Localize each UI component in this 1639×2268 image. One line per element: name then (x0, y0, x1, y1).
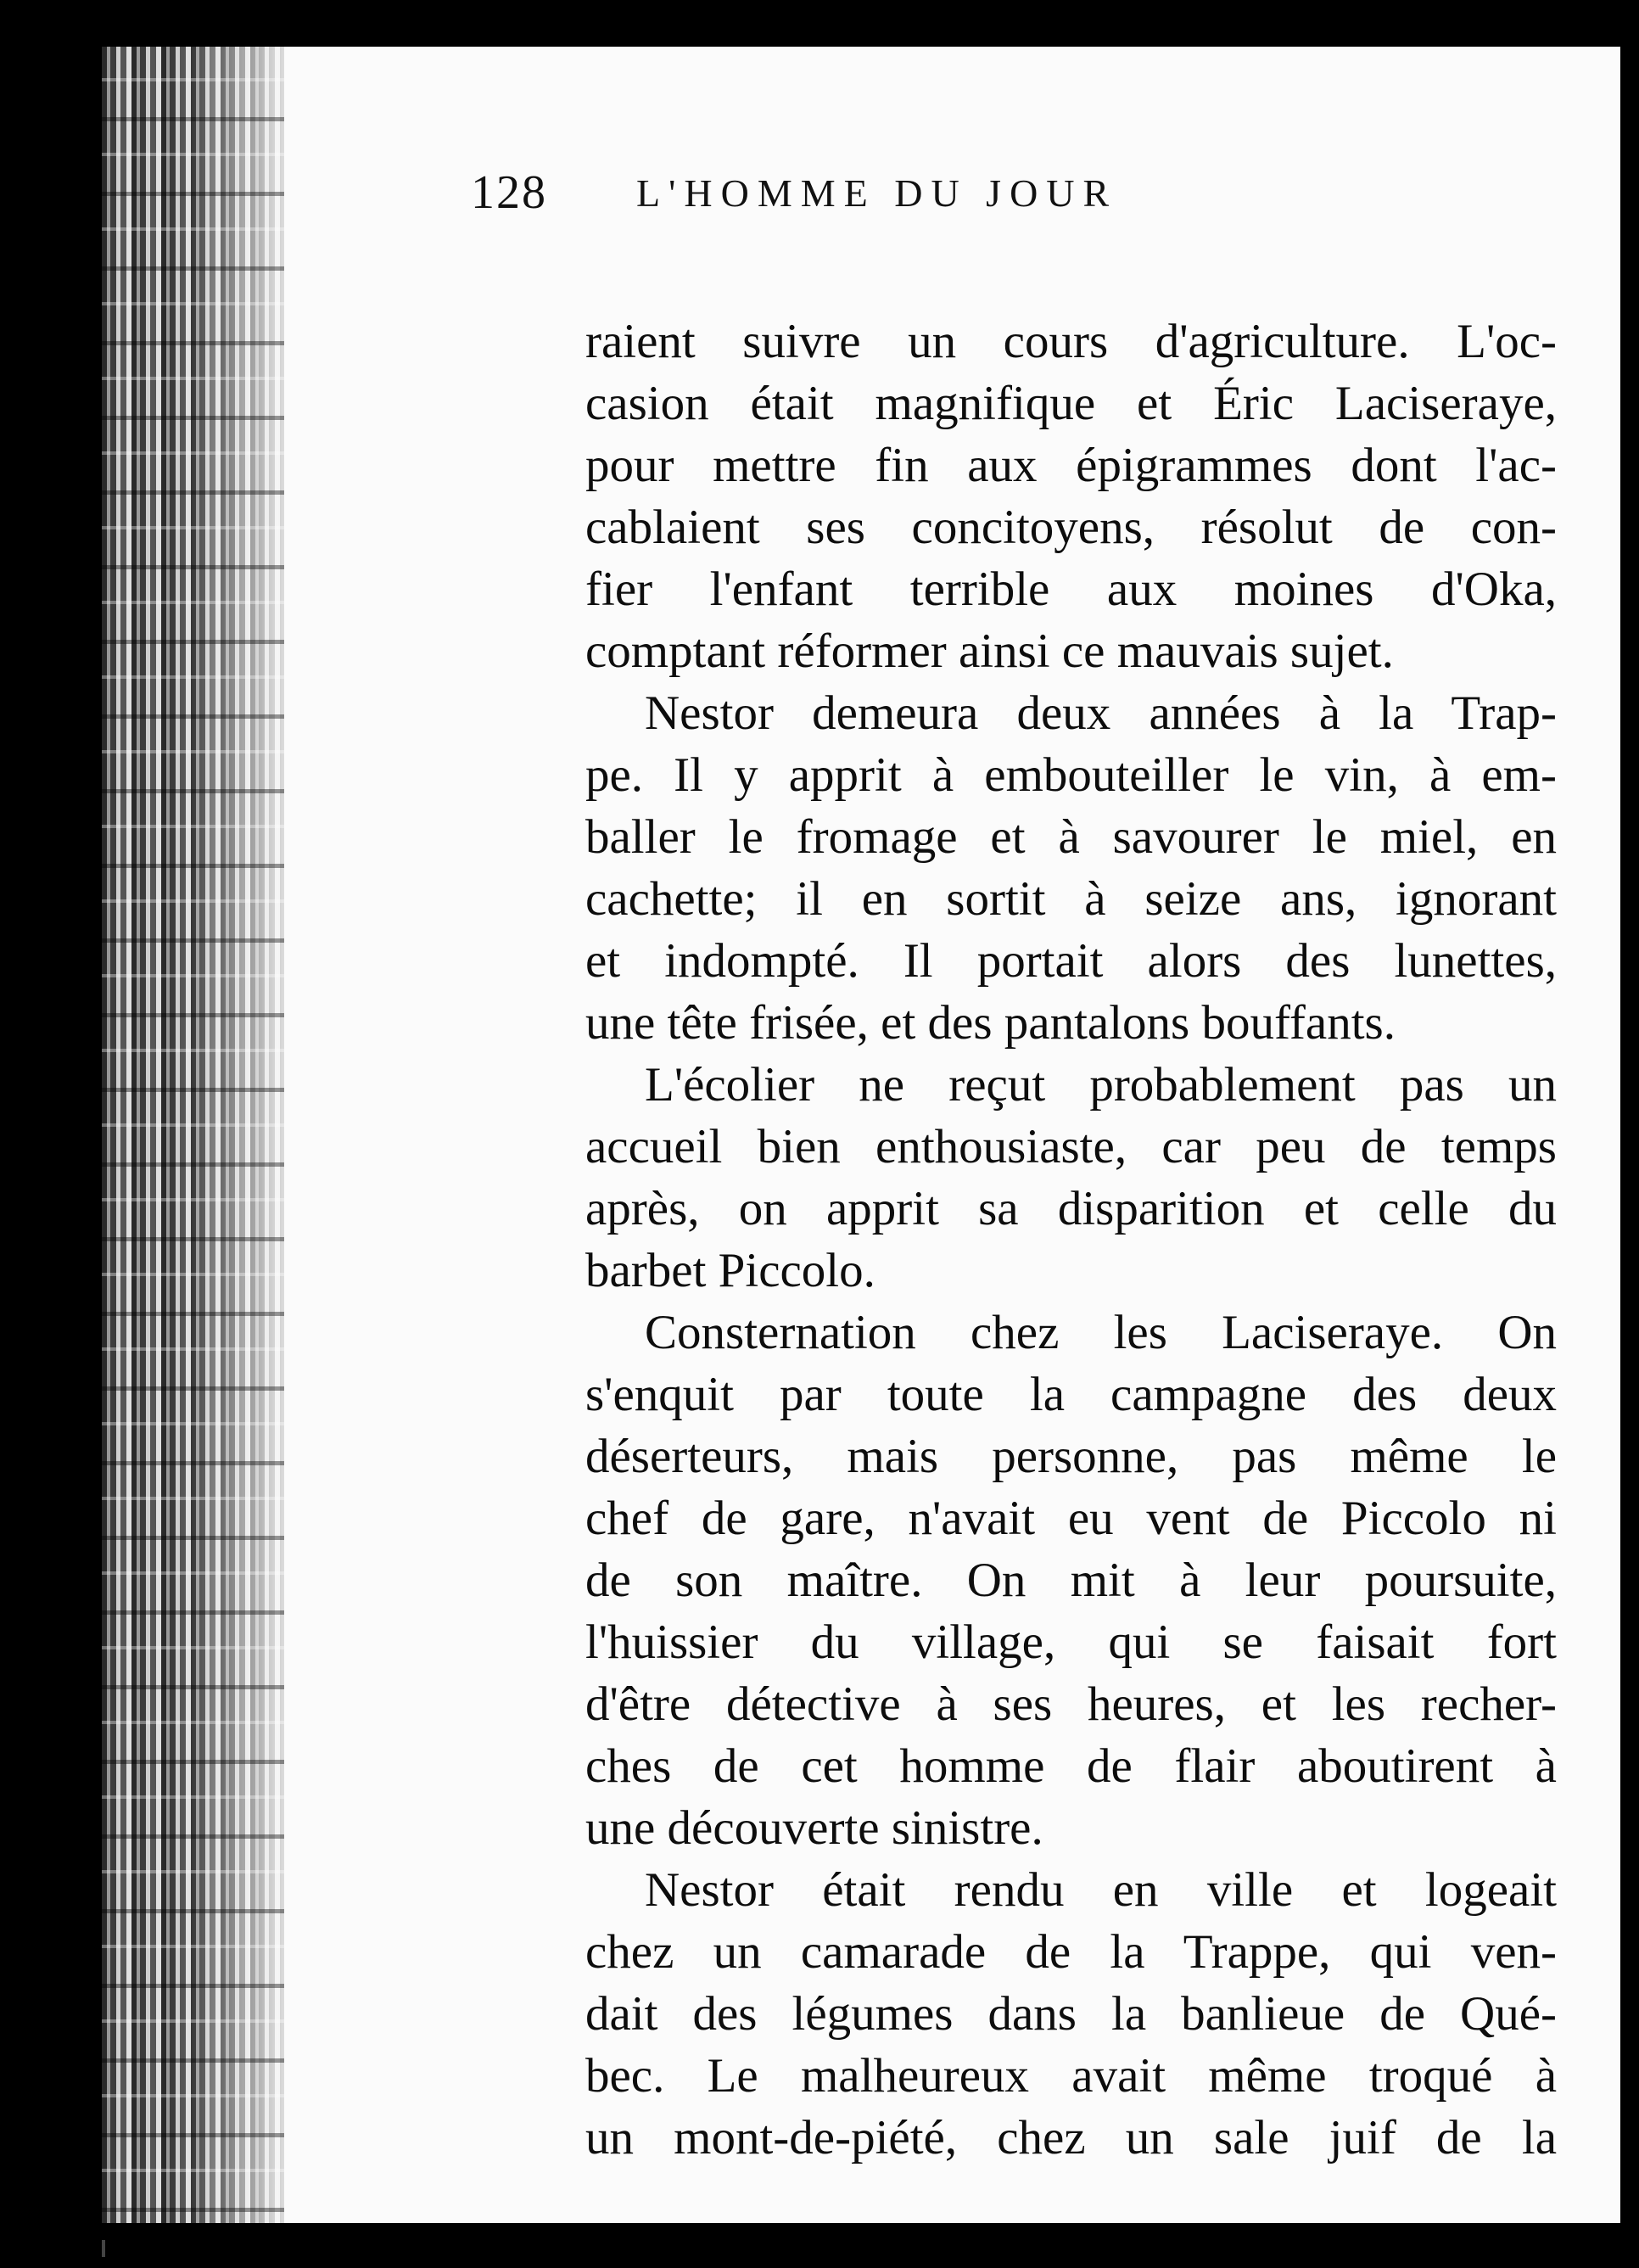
gutter-scan-noise (102, 47, 284, 2223)
text-line: barbet Piccolo. (585, 1244, 875, 1297)
text-line: pe. Il y apprit à embouteiller le vin, à em- (585, 748, 1557, 802)
text-line: s'enquit par toute la campagne des deux (585, 1368, 1557, 1421)
text-line: cachette; il en sortit à seize ans, ignorant (585, 872, 1557, 926)
text-line: fier l'enfant terrible aux moines d'Oka, (585, 563, 1557, 616)
text-line: chez un camarade de la Trappe, qui ven- (585, 1925, 1557, 1979)
text-line: Consternation chez les Laciseraye. On (645, 1306, 1557, 1359)
text-line: raient suivre un cours d'agriculture. L'oc- (585, 315, 1557, 368)
text-line: une tête frisée, et des pantalons bouffants. (585, 996, 1396, 1050)
text-line: d'être détective à ses heures, et les recher- (585, 1677, 1557, 1731)
body-text (585, 311, 1557, 2169)
text-line: un mont-de-piété, chez un sale juif de la (585, 2111, 1557, 2164)
text-line: et indompté. Il portait alors des lunettes, (585, 934, 1557, 988)
text-line: accueil bien enthousiaste, car peu de temps (585, 1120, 1557, 1173)
text-line: casion était magnifique et Éric Laciseraye, (585, 377, 1557, 430)
text-line: l'huissier du village, qui se faisait fort (585, 1616, 1557, 1669)
text-line: Nestor était rendu en ville et logeait (645, 1863, 1557, 1917)
scan-artifact (102, 2240, 105, 2257)
text-line: L'écolier ne reçut probablement pas un (645, 1058, 1557, 1112)
text-line: ches de cet homme de flair aboutirent à (585, 1739, 1557, 1793)
page-number: 128 (471, 166, 547, 219)
running-head (471, 165, 1319, 259)
text-line: dait des légumes dans la banlieue de Qué- (585, 1987, 1557, 2041)
text-line: une découverte sinistre. (585, 1801, 1043, 1855)
text-line: Nestor demeura deux années à la Trap- (645, 686, 1557, 740)
text-line: cablaient ses concitoyens, résolut de con- (585, 501, 1557, 554)
running-title: L'HOMME DU JOUR (636, 171, 1118, 215)
text-line: de son maître. On mit à leur poursuite, (585, 1554, 1557, 1607)
text-line: baller le fromage et à savourer le miel, en (585, 810, 1557, 864)
text-line: après, on apprit sa disparition et celle du (585, 1182, 1557, 1235)
text-line: pour mettre fin aux épigrammes dont l'ac- (585, 439, 1557, 492)
text-line: chef de gare, n'avait eu vent de Piccolo ni (585, 1492, 1557, 1545)
text-line: déserteurs, mais personne, pas même le (585, 1430, 1557, 1483)
text-line: bec. Le malheureux avait même troqué à (585, 2049, 1557, 2103)
text-line: comptant réformer ainsi ce mauvais sujet. (585, 624, 1394, 678)
